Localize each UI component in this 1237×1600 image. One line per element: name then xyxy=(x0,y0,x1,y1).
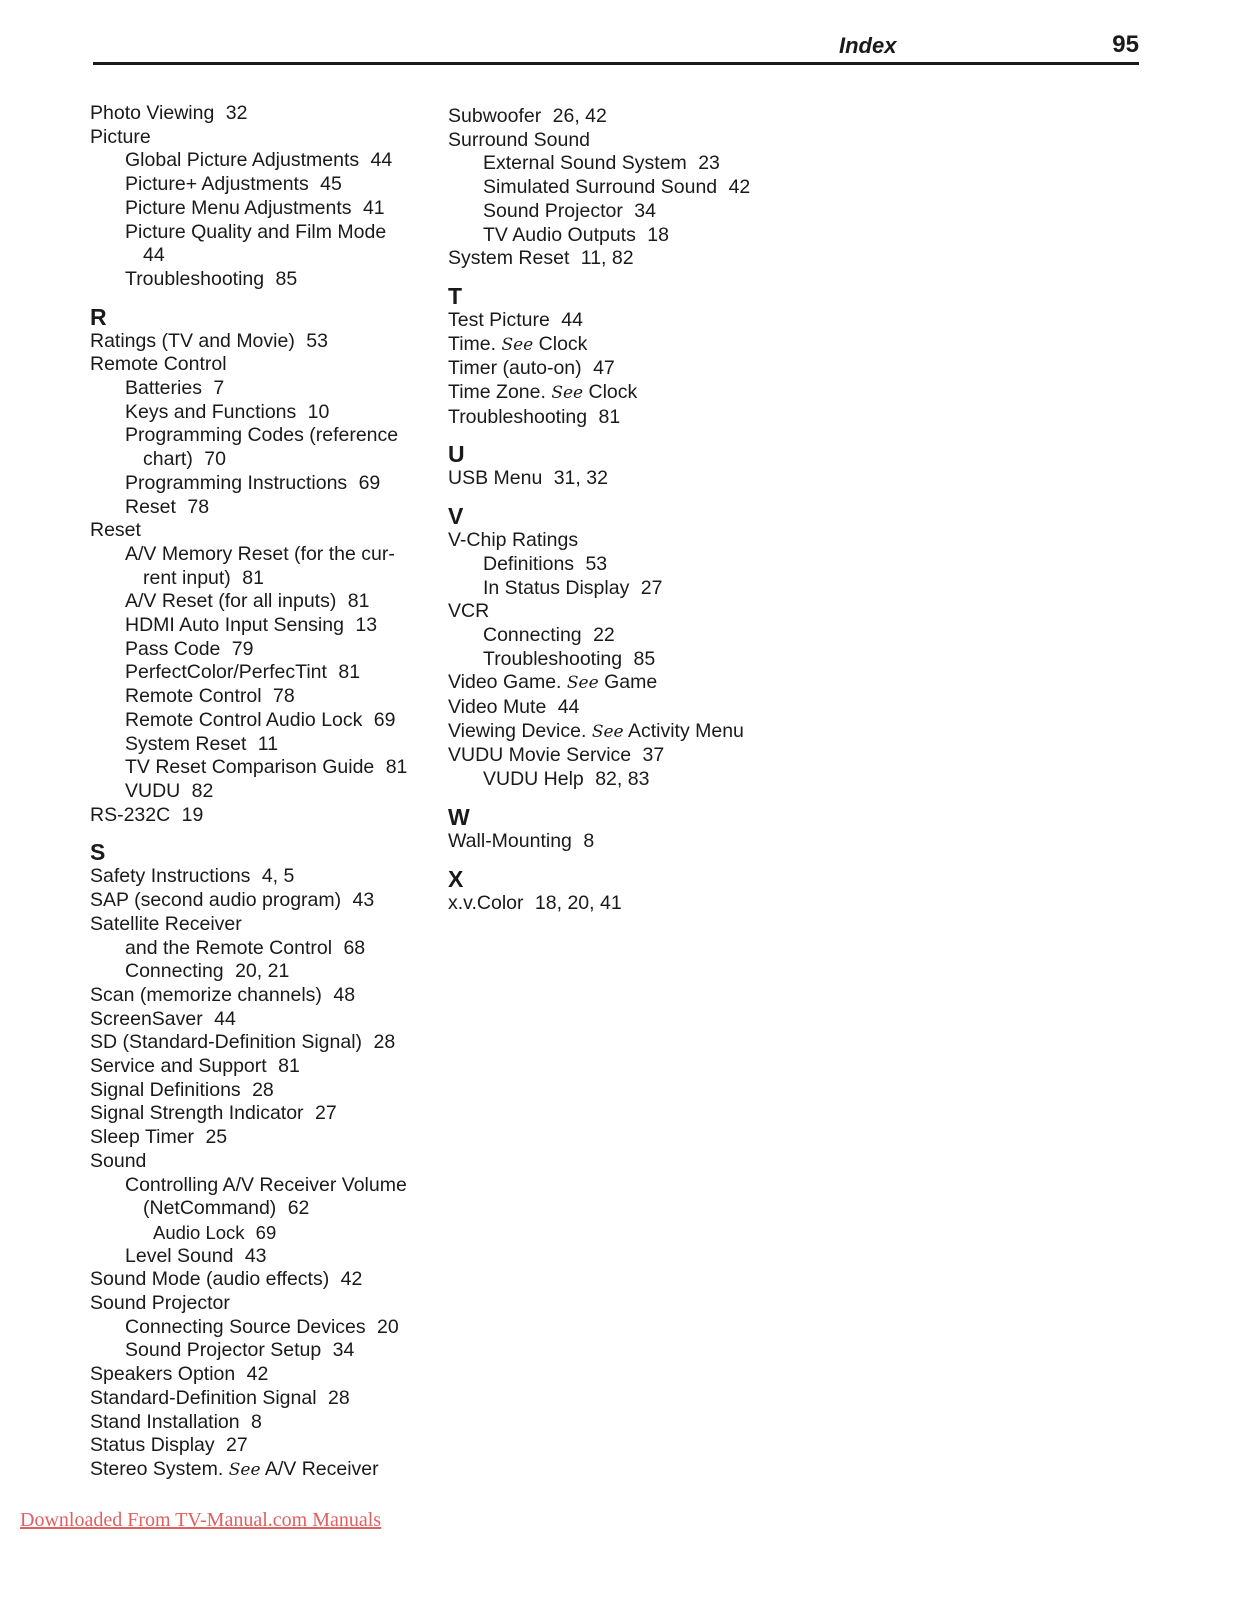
index-entry xyxy=(90,1031,435,1055)
index-entry xyxy=(90,804,435,828)
entry-text: Picture Quality and Film Mode xyxy=(125,220,387,243)
entry-pages: 27 xyxy=(309,1102,337,1125)
index-subentry xyxy=(90,638,435,662)
entry-text: SD (Standard-Definition Signal) xyxy=(90,1031,363,1054)
see-reference: See xyxy=(591,721,624,742)
index-entry xyxy=(448,381,808,406)
entry-pages: 8 xyxy=(577,829,595,852)
entry-pages: 10 xyxy=(302,400,330,423)
index-subentry xyxy=(90,401,435,425)
index-entry xyxy=(448,105,808,129)
entry-text: Service and Support xyxy=(90,1055,267,1078)
index-entry xyxy=(90,865,435,889)
index-letter-heading: W xyxy=(448,803,470,830)
entry-text: Signal Strength Indicator xyxy=(90,1102,304,1125)
index-subentry xyxy=(90,661,435,685)
entry-pages: 81 xyxy=(342,590,370,613)
entry-text: Status Display xyxy=(90,1434,215,1457)
entry-text: Programming Codes (reference xyxy=(125,424,399,447)
entry-text: Definitions xyxy=(483,552,575,575)
entry-text: and the Remote Control xyxy=(125,936,333,959)
index-entry xyxy=(90,1268,435,1292)
index-subentry xyxy=(90,1245,435,1269)
index-entry xyxy=(448,744,808,768)
entry-text: A/V Reset (for all inputs) xyxy=(125,590,337,613)
entry-text: Connecting xyxy=(125,960,224,983)
index-entry xyxy=(90,1458,435,1483)
index-entry xyxy=(90,1102,435,1126)
entry-text: In Status Display xyxy=(483,576,630,599)
entry-pages: 68 xyxy=(338,936,366,959)
entry-text: Troubleshooting xyxy=(483,647,623,670)
entry-text: Time. xyxy=(448,332,497,355)
entry-pages: 79 xyxy=(226,637,254,660)
entry-text: 44 xyxy=(143,244,165,267)
see-target: Activity Menu xyxy=(627,719,744,742)
entry-text: x.v.Color xyxy=(448,891,524,914)
see-target: Clock xyxy=(588,381,638,404)
index-entry xyxy=(448,529,808,553)
entry-text: Programming Instructions xyxy=(125,471,348,494)
index-subentry xyxy=(90,685,435,709)
entry-text: Pass Code xyxy=(125,637,221,660)
index-entry xyxy=(448,671,808,696)
entry-text: Surround Sound xyxy=(448,128,591,151)
entry-text: Video Game. xyxy=(448,671,562,694)
entry-text: Picture xyxy=(90,125,151,148)
entry-text: Scan (memorize channels) xyxy=(90,983,322,1006)
entry-text: Sound xyxy=(90,1149,147,1172)
entry-pages: 34 xyxy=(327,1339,355,1362)
entry-text: Sound Projector xyxy=(483,199,623,222)
index-entry xyxy=(448,892,808,916)
entry-text: Signal Definitions xyxy=(90,1078,241,1101)
see-reference: See xyxy=(228,1459,261,1480)
index-entry xyxy=(90,1434,435,1458)
entry-text: Ratings (TV and Movie) xyxy=(90,329,295,352)
index-subentry xyxy=(448,553,808,577)
entry-pages: 20, 21 xyxy=(229,960,290,983)
index-subentry xyxy=(90,614,435,638)
entry-text: HDMI Auto Input Sensing xyxy=(125,614,344,637)
entry-pages: 70 xyxy=(198,448,226,471)
entry-pages: 4, 5 xyxy=(256,865,295,888)
entry-pages: 78 xyxy=(267,685,295,708)
entry-text: Remote Control xyxy=(125,685,262,708)
index-entry xyxy=(448,467,808,491)
entry-pages: 11 xyxy=(252,732,279,755)
entry-text: (NetCommand) xyxy=(143,1197,277,1220)
index-subentry xyxy=(90,377,435,401)
entry-text: Viewing Device. xyxy=(448,719,587,742)
entry-text: Sleep Timer xyxy=(90,1126,195,1149)
index-subentry xyxy=(90,1316,435,1340)
index-subentry xyxy=(90,543,435,567)
see-target: A/V Receiver xyxy=(264,1457,379,1480)
entry-text: Sound Projector xyxy=(90,1292,230,1315)
entry-pages: 47 xyxy=(587,357,615,380)
entry-text: Troubleshooting xyxy=(448,405,588,428)
entry-text: VUDU xyxy=(125,779,181,802)
entry-pages: 78 xyxy=(181,495,210,518)
entry-pages: 22 xyxy=(587,623,615,646)
entry-pages: 85 xyxy=(628,647,656,670)
entry-text: Connecting xyxy=(483,623,582,646)
entry-text: Test Picture xyxy=(448,308,550,331)
entry-pages: 82, 83 xyxy=(589,768,650,791)
index-entry xyxy=(90,102,435,126)
index-entry xyxy=(90,1008,435,1032)
entry-pages: 27 xyxy=(220,1434,248,1457)
entry-pages: 53 xyxy=(580,552,608,575)
index-entry xyxy=(448,406,808,430)
entry-text: Speakers Option xyxy=(90,1363,236,1386)
index-subentry xyxy=(90,448,435,472)
index-entry xyxy=(90,126,435,150)
index-subentry xyxy=(90,960,435,984)
entry-text: VUDU Help xyxy=(483,768,584,791)
entry-pages: 44 xyxy=(555,308,583,331)
entry-pages: 41 xyxy=(357,196,385,219)
index-subentry xyxy=(448,648,808,672)
entry-pages: 44 xyxy=(552,696,580,719)
entry-pages: 7 xyxy=(207,377,225,400)
section-title: Index xyxy=(839,33,897,58)
entry-text: V-Chip Ratings xyxy=(448,529,579,552)
entry-text: TV Audio Outputs xyxy=(483,223,636,246)
entry-pages: 25 xyxy=(200,1126,228,1149)
entry-pages: 42 xyxy=(335,1268,363,1291)
entry-text: Global Picture Adjustments xyxy=(125,149,360,172)
index-entry xyxy=(448,247,808,271)
entry-pages: 44 xyxy=(365,149,393,172)
entry-text: PerfectColor/PerfecTint xyxy=(125,661,327,684)
index-subentry xyxy=(448,176,808,200)
page-header xyxy=(93,30,1139,65)
entry-text: System Reset xyxy=(125,732,247,755)
entry-text: ScreenSaver xyxy=(90,1007,203,1030)
index-entry xyxy=(448,830,808,854)
entry-text: Safety Instructions xyxy=(90,865,251,888)
entry-text: External Sound System xyxy=(483,152,687,175)
index-subentry xyxy=(90,780,435,804)
entry-pages: 48 xyxy=(327,983,356,1006)
index-entry xyxy=(90,1150,435,1174)
entry-pages: 34 xyxy=(628,199,656,222)
entry-text: Sound Mode (audio effects) xyxy=(90,1268,330,1291)
see-reference: See xyxy=(501,334,534,355)
index-entry xyxy=(448,696,808,720)
entry-text: Level Sound xyxy=(125,1244,234,1267)
entry-pages: 85 xyxy=(270,267,298,290)
entry-text: Subwoofer xyxy=(448,105,542,127)
entry-text: Standard-Definition Signal xyxy=(90,1386,317,1409)
index-subentry xyxy=(90,197,435,221)
entry-pages: 81 xyxy=(332,661,361,684)
index-entry xyxy=(448,333,808,358)
index-subentry xyxy=(90,472,435,496)
entry-pages: 27 xyxy=(635,576,663,599)
entry-text: Timer (auto-on) xyxy=(448,357,582,380)
entry-text: Video Mute xyxy=(448,696,547,719)
index-letter-heading: R xyxy=(90,303,107,330)
entry-pages: 62 xyxy=(282,1197,310,1220)
entry-pages: 81 xyxy=(380,756,408,779)
entry-text: rent input) xyxy=(143,566,231,589)
see-target: Clock xyxy=(538,332,588,355)
index-subentry xyxy=(90,149,435,173)
entry-pages: 18 xyxy=(641,223,669,246)
index-column-left xyxy=(90,102,435,1483)
index-column-right xyxy=(448,105,808,915)
entry-pages: 8 xyxy=(245,1410,262,1433)
entry-text: Time Zone. xyxy=(448,381,546,404)
entry-pages: 81 xyxy=(272,1055,300,1078)
index-entry xyxy=(90,984,435,1008)
index-entry xyxy=(90,1363,435,1387)
entry-pages: 81 xyxy=(236,566,264,589)
index-subentry xyxy=(448,624,808,648)
index-subentry xyxy=(448,768,808,792)
entry-text: USB Menu xyxy=(448,467,543,490)
entry-pages: 69 xyxy=(353,471,381,494)
entry-text: RS-232C xyxy=(90,803,171,826)
index-entry xyxy=(90,913,435,937)
download-source-link[interactable]: Downloaded From TV-Manual.com Manuals xyxy=(20,1509,382,1531)
entry-text: A/V Memory Reset (for the cur- xyxy=(125,542,395,565)
index-subentry xyxy=(90,733,435,757)
index-subentry xyxy=(90,567,435,591)
entry-text: Stereo System. xyxy=(90,1457,224,1480)
entry-text: Remote Control Audio Lock xyxy=(125,708,363,731)
entry-pages: 43 xyxy=(347,889,375,912)
entry-text: Sound Projector Setup xyxy=(125,1339,322,1362)
entry-pages: 18, 20, 41 xyxy=(529,891,622,914)
index-letter-heading: X xyxy=(448,865,464,892)
see-reference: See xyxy=(551,383,584,404)
entry-text: System Reset xyxy=(448,247,570,270)
entry-text: Batteries xyxy=(125,377,202,400)
entry-pages: 31, 32 xyxy=(548,467,608,490)
index-entry xyxy=(448,600,808,624)
entry-pages: 20 xyxy=(371,1315,399,1338)
see-target: Game xyxy=(604,671,658,694)
entry-text: Reset xyxy=(125,495,176,518)
index-letter-heading: V xyxy=(448,503,464,530)
entry-text: Satellite Receiver xyxy=(90,912,242,935)
index-entry xyxy=(90,1292,435,1316)
entry-text: Picture Menu Adjustments xyxy=(125,196,352,219)
index-subentry xyxy=(448,577,808,601)
index-entry xyxy=(90,1055,435,1079)
index-letter-heading: U xyxy=(448,441,465,468)
entry-pages: 32 xyxy=(220,102,248,124)
entry-text: Reset xyxy=(90,519,141,542)
entry-pages: 42 xyxy=(723,176,751,199)
entry-pages: 11, 82 xyxy=(575,247,634,270)
index-entry xyxy=(448,720,808,745)
index-subentry xyxy=(90,1197,435,1221)
entry-pages: 53 xyxy=(300,329,328,352)
index-entry xyxy=(90,1387,435,1411)
entry-pages: 13 xyxy=(349,614,378,637)
entry-text: Troubleshooting xyxy=(125,267,265,290)
index-subentry xyxy=(90,1174,435,1198)
index-subentry xyxy=(448,224,808,248)
entry-text: VUDU Movie Service xyxy=(448,744,632,767)
entry-pages: 28 xyxy=(368,1031,396,1054)
entry-pages: 42 xyxy=(241,1363,269,1386)
entry-pages: 82 xyxy=(186,779,214,802)
entry-text: SAP (second audio program) xyxy=(90,889,342,912)
entry-text: Photo Viewing xyxy=(90,102,215,124)
entry-pages: 28 xyxy=(246,1078,274,1101)
index-entry xyxy=(448,129,808,153)
index-subentry xyxy=(90,221,435,245)
entry-pages: 23 xyxy=(692,152,720,175)
index-entry xyxy=(90,353,435,377)
entry-text: chart) xyxy=(143,448,193,471)
entry-text: Audio Lock xyxy=(153,1221,245,1243)
entry-text: Stand Installation xyxy=(90,1410,240,1433)
index-entry xyxy=(90,1079,435,1103)
entry-text: VCR xyxy=(448,600,490,623)
entry-pages: 45 xyxy=(314,173,342,196)
index-subentry xyxy=(90,1221,435,1245)
index-subentry xyxy=(90,937,435,961)
page-number: 95 xyxy=(1112,31,1139,58)
entry-pages: 28 xyxy=(322,1386,350,1409)
index-subentry xyxy=(90,268,435,292)
entry-text: Controlling A/V Receiver Volume xyxy=(125,1173,407,1196)
entry-pages: 43 xyxy=(239,1244,267,1267)
index-letter-heading: T xyxy=(448,282,463,309)
entry-text: Simulated Surround Sound xyxy=(483,176,718,199)
index-subentry xyxy=(90,496,435,520)
index-subentry xyxy=(90,590,435,614)
index-letter-heading: S xyxy=(90,839,106,866)
entry-text: Wall-Mounting xyxy=(448,829,572,852)
see-reference: See xyxy=(566,673,599,694)
entry-text: TV Reset Comparison Guide xyxy=(125,756,375,779)
index-subentry xyxy=(90,756,435,780)
entry-text: Connecting Source Devices xyxy=(125,1315,366,1338)
entry-pages: 69 xyxy=(250,1221,277,1243)
index-entry xyxy=(448,357,808,381)
index-subentry xyxy=(448,152,808,176)
index-subentry xyxy=(448,200,808,224)
entry-pages: 19 xyxy=(176,803,204,826)
entry-pages: 44 xyxy=(208,1007,236,1030)
entry-pages: 81 xyxy=(593,405,621,428)
entry-text: Keys and Functions xyxy=(125,400,297,423)
index-subentry xyxy=(90,244,435,268)
index-entry xyxy=(90,330,435,354)
index-entry xyxy=(90,1126,435,1150)
index-entry xyxy=(448,309,808,333)
entry-pages: 69 xyxy=(368,708,396,731)
index-entry xyxy=(90,1411,435,1435)
index-subentry xyxy=(90,709,435,733)
entry-text: Picture+ Adjustments xyxy=(125,173,309,196)
index-subentry xyxy=(90,173,435,197)
entry-text: Remote Control xyxy=(90,353,227,376)
index-subentry xyxy=(90,424,435,448)
entry-pages: 26, 42 xyxy=(547,105,607,127)
index-entry xyxy=(90,519,435,543)
index-entry xyxy=(90,889,435,913)
index-subentry xyxy=(90,1339,435,1363)
entry-pages: 37 xyxy=(637,744,665,767)
